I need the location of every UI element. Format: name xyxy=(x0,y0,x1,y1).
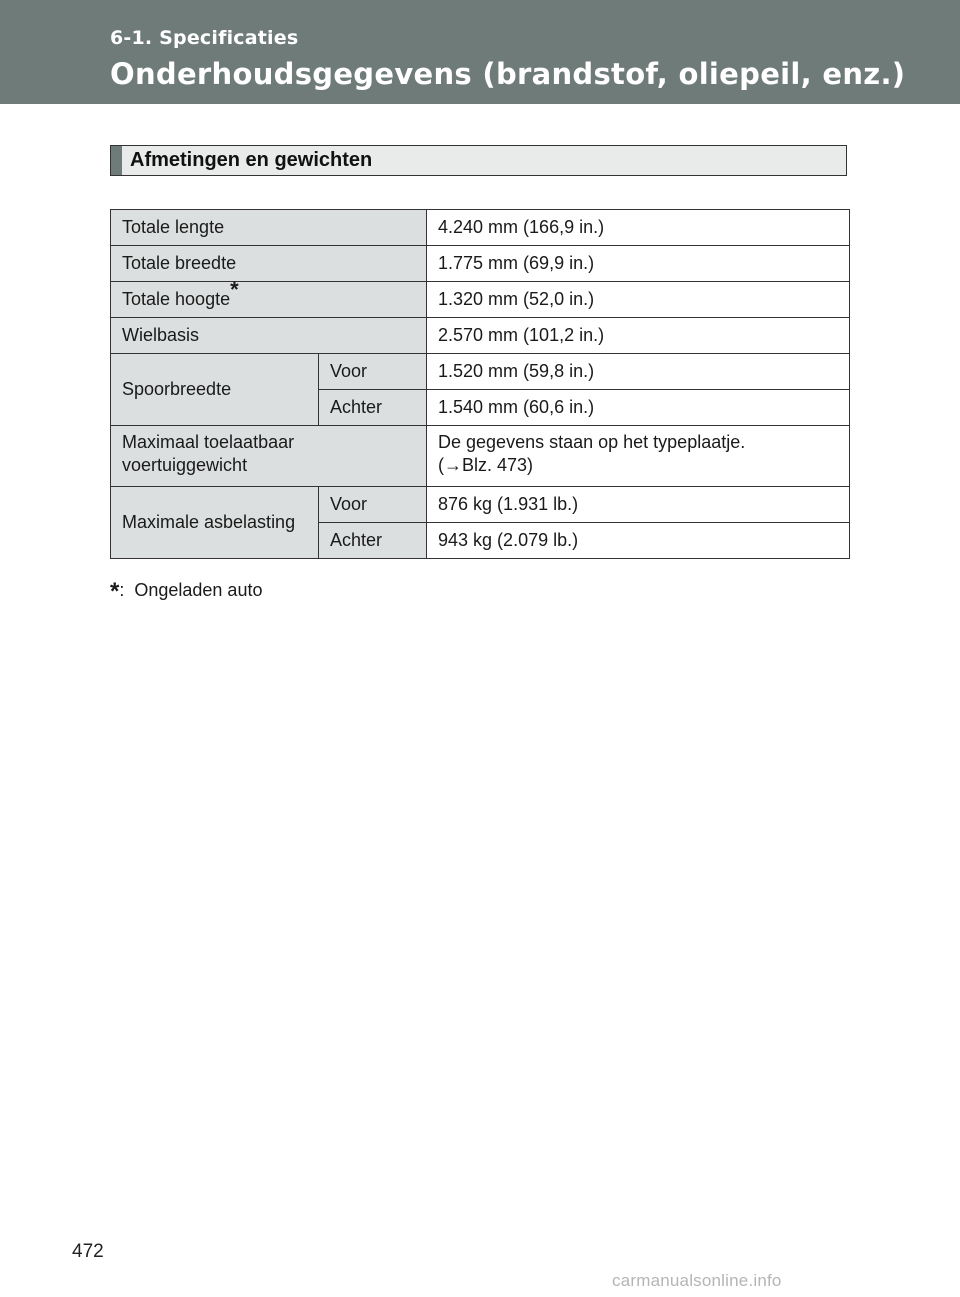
footnote-marker: * xyxy=(230,277,239,302)
page-reference: (→Blz. 473) xyxy=(438,455,534,475)
row-value: 1.540 mm (60,6 in.) xyxy=(427,390,850,426)
row-sublabel: Voor xyxy=(319,487,427,523)
row-label: Maximaal toelaatbaar voertuiggewicht xyxy=(111,426,427,487)
row-value-line: De gegevens staan op het typeplaatje. xyxy=(438,432,746,452)
row-label: Spoorbreedte xyxy=(111,354,319,426)
dimensions-table xyxy=(110,209,850,559)
footnote xyxy=(110,575,262,603)
subsection-heading-bar xyxy=(111,146,122,175)
row-value: 1.520 mm (59,8 in.) xyxy=(427,354,850,390)
row-sublabel: Achter xyxy=(319,390,427,426)
table-row xyxy=(111,426,850,487)
footnote-separator: : xyxy=(119,580,125,600)
row-label: Wielbasis xyxy=(111,318,427,354)
row-sublabel: Voor xyxy=(319,354,427,390)
row-value: 1.775 mm (69,9 in.) xyxy=(427,246,850,282)
row-value: 1.320 mm (52,0 in.) xyxy=(427,282,850,318)
watermark: carmanualsonline.info xyxy=(612,1271,782,1290)
table-row xyxy=(111,210,850,246)
subsection-heading xyxy=(110,145,847,176)
row-sublabel: Achter xyxy=(319,523,427,559)
table-row xyxy=(111,318,850,354)
row-value xyxy=(427,426,850,487)
footnote-text: Ongeladen auto xyxy=(134,580,263,600)
row-label-cell xyxy=(111,277,427,318)
section-label: 6-1. Specificaties xyxy=(110,27,299,49)
table-row xyxy=(111,354,850,390)
table-row xyxy=(111,246,850,282)
row-label: Totale breedte xyxy=(111,246,427,282)
row-value: 943 kg (2.079 lb.) xyxy=(427,523,850,559)
page-title: Onderhoudsgegevens (brandstof, oliepeil, enz.) xyxy=(110,57,906,91)
page-header xyxy=(0,0,960,104)
footnote-marker: * xyxy=(110,578,120,605)
row-value: 876 kg (1.931 lb.) xyxy=(427,487,850,523)
row-label: Totale hoogte xyxy=(122,289,231,309)
page-number: 472 xyxy=(72,1241,104,1262)
row-value: 4.240 mm (166,9 in.) xyxy=(427,210,850,246)
row-label: Totale lengte xyxy=(111,210,427,246)
row-label: Maximale asbelasting xyxy=(111,487,319,559)
row-value: 2.570 mm (101,2 in.) xyxy=(427,318,850,354)
table-row xyxy=(111,487,850,523)
table-row xyxy=(111,282,850,318)
subsection-title: Afmetingen en gewichten xyxy=(130,149,373,171)
